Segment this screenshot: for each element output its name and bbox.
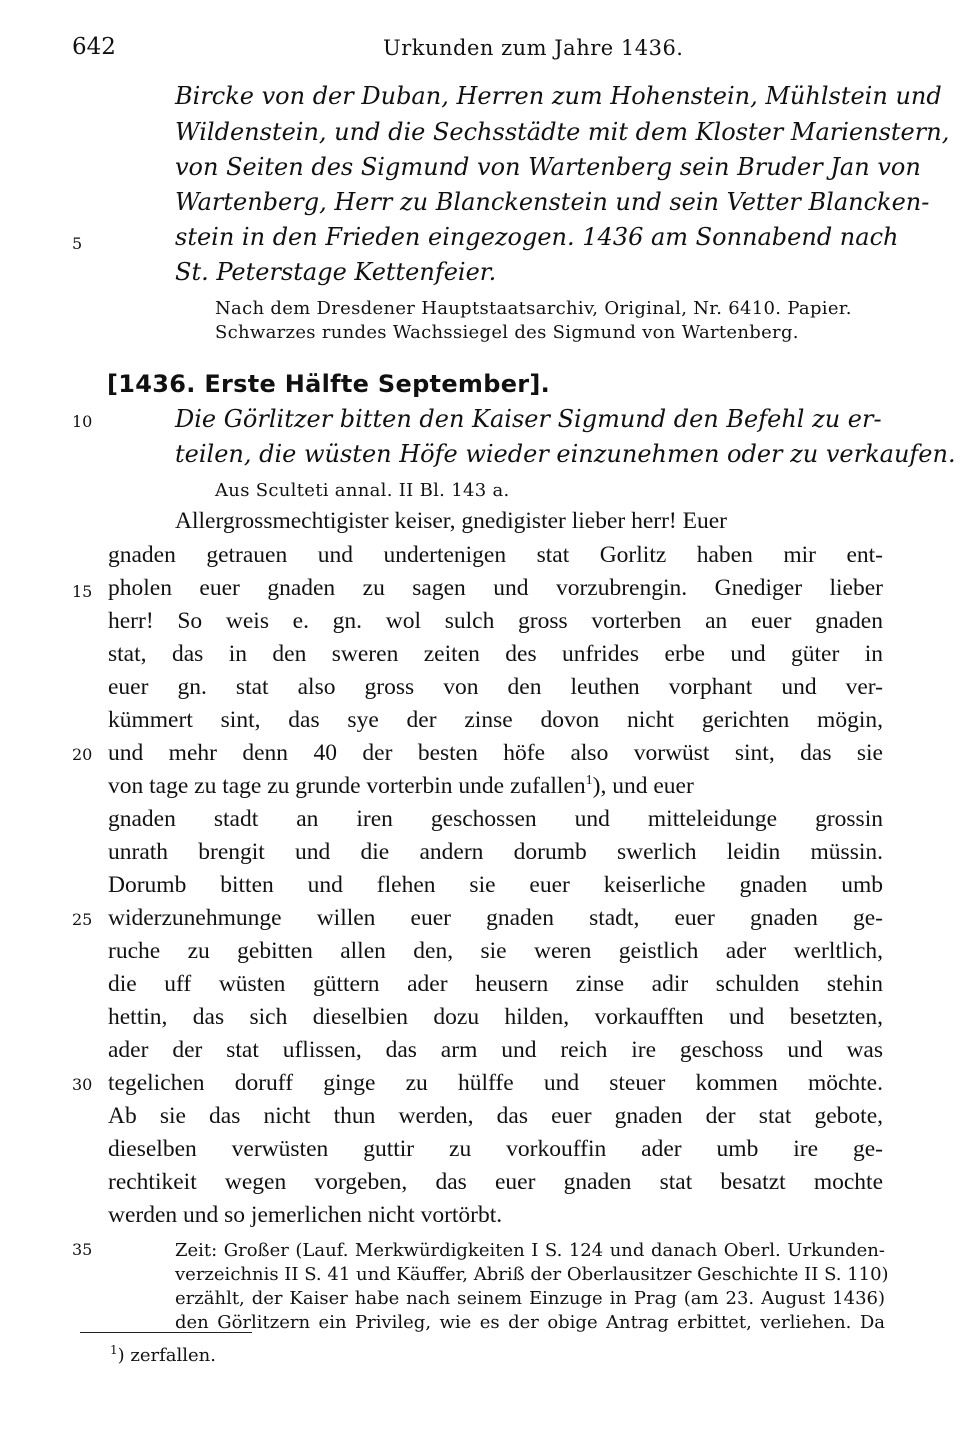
footnote-text: ) zerfallen.: [117, 1345, 216, 1366]
text-line: die uff wüsten güttern ader heusern zinse adir schulden stehin: [108, 971, 883, 997]
text-segment: ), und euer: [592, 773, 694, 799]
note-line: erzählt, der Kaiser habe nach seinem Einzuge in Prag (am 23. August 1436): [175, 1288, 885, 1309]
source-line: Schwarzes rundes Wachssiegel des Sigmund von Wartenberg.: [215, 322, 799, 343]
text-line: dieselben verwüsten guttir zu vorkouffin ader umb ire ge-: [108, 1136, 883, 1162]
text-line: herr! So weis e. gn. wol sulch gross vorterben an euer gnaden: [108, 608, 883, 634]
text-line: Allergrossmechtigister keiser, gnedigister lieber herr! Euer: [175, 508, 727, 534]
regest-line: Wartenberg, Herr zu Blanckenstein und sein Vetter Blancken-: [175, 188, 930, 216]
footnote-reference[interactable]: 1: [585, 773, 593, 789]
line-number: 5: [72, 234, 83, 253]
text-line: tegelichen doruff ginge zu hülffe und steuer kommen möchte.: [108, 1070, 883, 1096]
text-line: rechtikeit wegen vorgeben, das euer gnaden stat besatzt mochte: [108, 1169, 883, 1195]
text-line: ruche zu gebitten allen den, sie weren geistlich ader werltlich,: [108, 938, 883, 964]
line-number: 25: [72, 910, 93, 929]
regest-line: Die Görlitzer bitten den Kaiser Sigmund den Befehl zu er-: [175, 405, 882, 433]
line-number: 15: [72, 582, 93, 601]
text-line: werden und so jemerlichen nicht vortörbt.: [108, 1202, 503, 1228]
line-number: 20: [72, 745, 93, 764]
source-line: Nach dem Dresdener Hauptstaatsarchiv, Original, Nr. 6410. Papier.: [215, 298, 852, 319]
footnote-divider: [80, 1332, 252, 1333]
text-line: [108, 773, 694, 800]
text-line: gnaden stadt an iren geschossen und mitteleidunge grossin: [108, 806, 883, 832]
text-line: ader der stat uflissen, das arm und reich ire geschoss und was: [108, 1037, 883, 1063]
footnote: [110, 1343, 216, 1366]
line-number: 35: [72, 1240, 93, 1259]
text-line: kümmert sint, das sye der zinse dovon nicht gerichten mögin,: [108, 707, 883, 733]
page-number: 642: [72, 34, 116, 60]
note-line: den Görlitzern ein Privileg, wie es der obige Antrag erbittet, verliehen. Da: [175, 1312, 885, 1333]
regest-line: von Seiten des Sigmund von Wartenberg sein Bruder Jan von: [175, 153, 921, 181]
line-number: 10: [72, 412, 93, 431]
text-line: stat, das in den sweren zeiten des unfrides erbe und güter in: [108, 641, 883, 667]
regest-line: Bircke von der Duban, Herren zum Hohenstein, Mühlstein und: [175, 82, 942, 110]
regest-line: Wildenstein, und die Sechsstädte mit dem Kloster Marienstern,: [175, 118, 950, 146]
text-line: gnaden getrauen und undertenigen stat Gorlitz haben mir ent-: [108, 542, 883, 568]
note-line: verzeichnis II S. 41 und Käuffer, Abriß der Oberlausitzer Geschichte II S. 110): [175, 1264, 889, 1285]
running-head: Urkunden zum Jahre 1436.: [383, 36, 684, 60]
text-line: Dorumb bitten und flehen sie euer keiserliche gnaden umb: [108, 872, 883, 898]
regest-line: stein in den Frieden eingezogen. 1436 am Sonnabend nach: [175, 223, 899, 251]
entry2-source: Aus Sculteti annal. II Bl. 143 a.: [215, 480, 510, 501]
note-line: Zeit: Großer (Lauf. Merkwürdigkeiten I S. 124 und danach Oberl. Urkunden-: [175, 1240, 885, 1261]
text-segment: von tage zu tage zu grunde vorterbin unde zufallen: [108, 773, 586, 799]
line-number: 30: [72, 1075, 93, 1094]
text-line: pholen euer gnaden zu sagen und vorzubrengin. Gnediger lieber: [108, 575, 883, 601]
footnote-mark: 1: [110, 1343, 118, 1357]
text-line: hettin, das sich dieselbien dozu hilden, vorkaufften und besetzten,: [108, 1004, 883, 1030]
date-heading: [1436. Erste Hälfte September].: [107, 370, 551, 398]
text-line: euer gn. stat also gross von den leuthen vorphant und ver-: [108, 674, 883, 700]
regest-line: teilen, die wüsten Höfe wieder einzunehmen oder zu verkaufen.: [175, 440, 956, 468]
text-line: widerzunehmunge willen euer gnaden stadt, euer gnaden ge-: [108, 905, 883, 931]
text-line: unrath brengit und die andern dorumb swerlich leidin müssin.: [108, 839, 883, 865]
text-line: und mehr denn 40 der besten höfe also vorwüst sint, das sie: [108, 740, 883, 766]
regest-line: St. Peterstage Kettenfeier.: [175, 258, 497, 286]
text-line: Ab sie das nicht thun werden, das euer gnaden der stat gebote,: [108, 1103, 883, 1129]
